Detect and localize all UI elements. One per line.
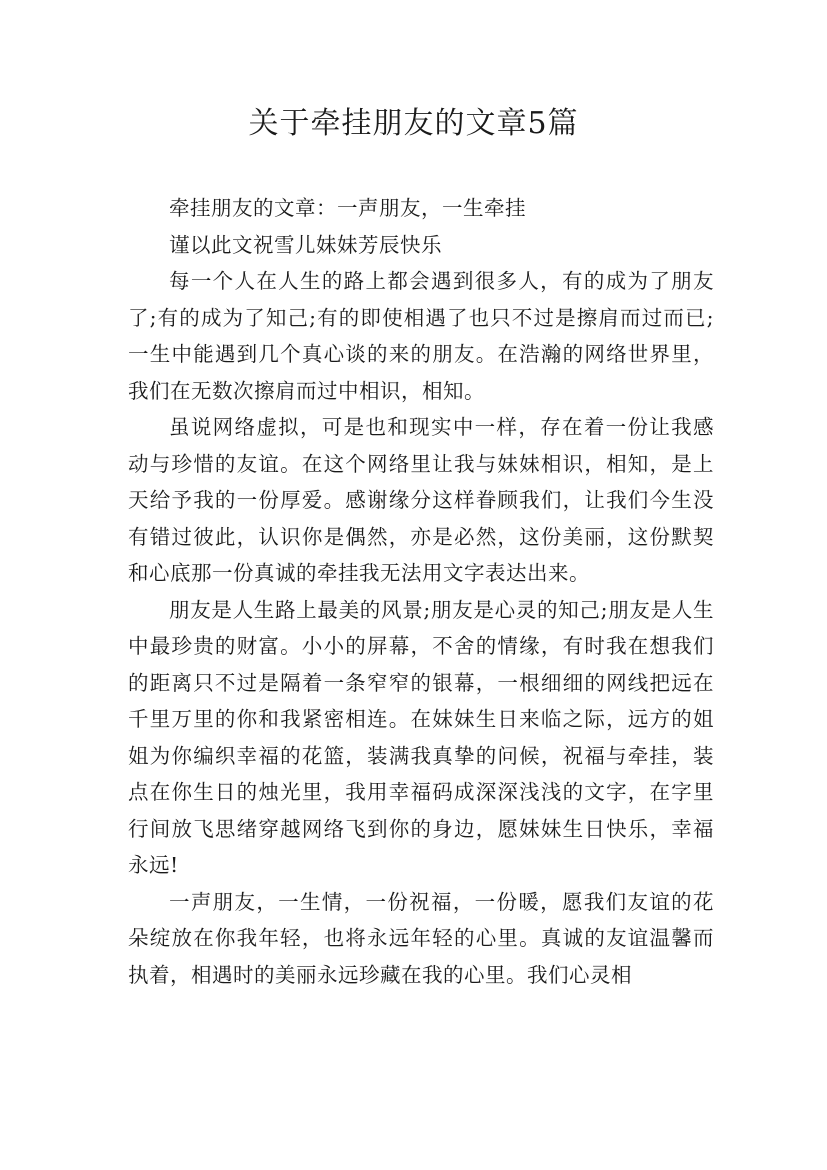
document-body <box>128 190 714 993</box>
document-title: 关于牵挂朋友的文章5篇 <box>248 106 579 141</box>
paragraph: 虽说网络虚拟，可是也和现实中一样，存在着一份让我感动与珍惜的友谊。在这个网络里让我与妹妹相识，相知，是上天给予我的一份厚爱。感谢缘分这样眷顾我们，让我们今生没有错过彼此，认识你是偶然，亦是必然，这份美丽，这份默契和心底那一份真诚的牵挂我无法用文字表达出来。 <box>128 415 714 585</box>
dedication-line: 谨以此文祝雪儿妹妹芳辰快乐 <box>169 232 442 257</box>
paragraph: 一声朋友，一生情，一份祝福，一份暖，愿我们友谊的花朵绽放在你我年轻，也将永远年轻的心里。真诚的友谊温馨而执着，相遇时的美丽永远珍藏在我的心里。我们心灵相 <box>128 889 714 987</box>
paragraph: 朋友是人生路上最美的风景;朋友是心灵的知己;朋友是人生中最珍贵的财富。小小的屏幕，不舍的情缘，有时我在想我们的距离只不过是隔着一条窄窄的银幕，一根细细的网线把远在千里万里的你和我紧密相连。在妹妹生日来临之际，远方的姐姐为你编织幸福的花篮，装满我真挚的问候，祝福与牵挂，装点在你生日的烛光里，我用幸福码成深深浅浅的文字，在字里行间放飞思绪穿越网络飞到你的身边，愿妹妹生日快乐，幸福永远! <box>128 597 714 877</box>
paragraph: 每一个人在人生的路上都会遇到很多人，有的成为了朋友了;有的成为了知己;有的即使相遇了也只不过是擦肩而过而已;一生中能遇到几个真心谈的来的朋友。在浩瀚的网络世界里，我们在无数次擦肩而过中相识，相知。 <box>128 269 714 403</box>
subtitle-line: 牵挂朋友的文章：一声朋友，一生牵挂 <box>169 196 526 220</box>
